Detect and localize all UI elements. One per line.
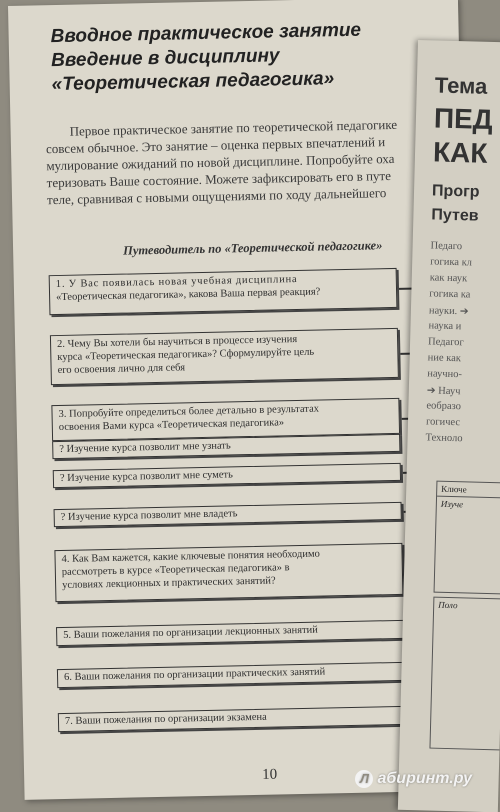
question-line: 7. Ваши пожелания по организации экзамена [64, 711, 267, 727]
right-text-line: Педагог [427, 336, 464, 349]
guide-title: Путеводитель по «Теоретической педагогике» [123, 238, 383, 258]
watermark-text: абиринт.ру [377, 770, 472, 787]
right-box-label: Поло [438, 599, 458, 611]
intro-line: совсем обычное. Это занятие – оценка первых впечатлений и [45, 134, 386, 157]
right-text-line: еобразо [426, 400, 462, 413]
title-line: «Теоретическая педагогика» [51, 68, 335, 96]
question-line: его освоения лично для себя [57, 362, 186, 377]
right-box-label: Ключе [437, 482, 500, 499]
intro-line: мулирование ожиданий по новой дисциплине. Попробуйте оха [46, 150, 395, 174]
title-line: Вводное практическое занятие [50, 19, 362, 48]
question-line: 2. Чему Вы хотели бы научиться в процессе изучения [56, 334, 298, 351]
right-text-line: наука и [428, 320, 462, 333]
right-text-line: гогика кл [430, 256, 473, 269]
question-line: 1. У Вас появилась новая учебная дисциплина [55, 273, 298, 291]
right-heading-tema: Тема [434, 72, 488, 99]
right-subheading-putev: Путев [431, 206, 479, 225]
right-text-line: Техноло [425, 432, 463, 445]
right-heading-kak: КАК [432, 136, 488, 169]
question-line: освоения Вами курса «Теоретическая педагогика» [58, 417, 285, 434]
labirint-logo-icon: Л [355, 770, 373, 788]
right-heading-ped: ПЕД [433, 102, 494, 135]
right-text-line: науки. ➔ [428, 305, 469, 318]
right-text-line: как наук [429, 272, 468, 285]
question-line: 6. Ваши пожелания по организации практических занятий [63, 666, 326, 683]
question-line: условиях лекционных и практических занятий? [62, 575, 276, 591]
right-text-line: ние как [427, 352, 462, 365]
question-line: «Теоретическая педагогика», какова Ваша первая реакция? [56, 286, 321, 304]
question-line: ? Изучение курса позволит мне владеть [60, 508, 238, 524]
question-box-7[interactable] [58, 706, 406, 732]
question-line: ? Изучение курса позволит мне узнать [59, 440, 231, 456]
question-line: 4. Как Вам кажется, какие ключевые понятия необходимо [61, 548, 320, 565]
intro-line: теле, сравнивая с новыми ощущениями по ходу дальнейшего [46, 185, 387, 208]
question-line: ? Изучение курса позволит мне суметь [59, 469, 233, 485]
right-box-2 [429, 597, 500, 751]
right-text-line: научно- [427, 368, 463, 381]
question-line: курса «Теоретическая педагогика»? Сформулируйте цель [57, 346, 315, 364]
intro-line: теризовать Ваше состояние. Можете зафиксировать его в путе [46, 168, 392, 191]
right-box-1 [434, 481, 500, 595]
right-text-line: гогика ка [429, 288, 471, 301]
right-text-line: гогичес [425, 416, 461, 429]
intro-line: Первое практическое занятие по теоретической педагогике [69, 116, 398, 139]
right-text-line: Педаго [430, 240, 463, 253]
question-box-1[interactable] [49, 268, 398, 315]
question-box-6[interactable] [57, 662, 405, 688]
question-box-3c[interactable] [54, 502, 402, 527]
question-line: рассмотреть в курсе «Теоретическая педагогика» в [61, 562, 290, 578]
intro-paragraph [45, 115, 457, 209]
right-subheading-progr: Прогр [431, 182, 480, 201]
question-box-3b[interactable] [53, 463, 401, 488]
question-line: 3. Попробуйте определиться более детально в результатах [58, 403, 320, 421]
question-box-5[interactable] [56, 620, 404, 646]
question-box-2[interactable] [50, 328, 399, 385]
right-box-sublabel: Изуче [440, 498, 464, 510]
right-text-line: ➔ Науч [426, 385, 461, 398]
question-box-4[interactable] [54, 543, 403, 602]
page-number: 10 [261, 766, 278, 783]
question-line: 5. Ваши пожелания по организации лекционных занятий [63, 624, 318, 641]
page-title [50, 17, 431, 97]
title-line: Введение в дисциплину [50, 45, 280, 72]
watermark-logo [355, 770, 472, 788]
